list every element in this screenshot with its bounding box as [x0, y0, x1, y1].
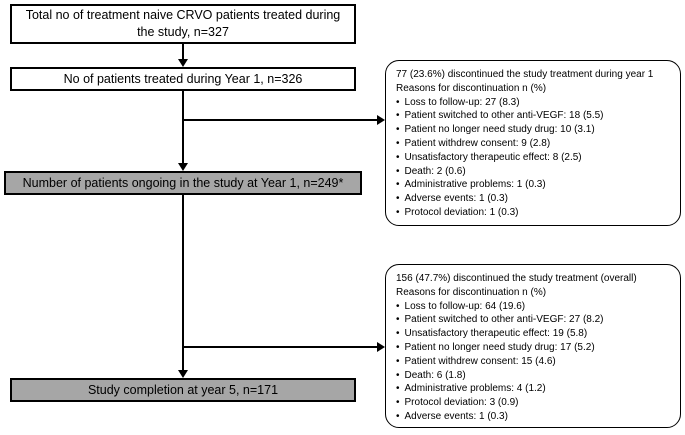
discontinuation-box-overall	[385, 264, 681, 428]
reason-item: • Loss to follow-up: 27 (8.3)	[396, 96, 671, 110]
reason-item: • Patient switched to other anti-VEGF: 27 (8.2)	[396, 313, 671, 327]
arrow-down-icon-2	[178, 163, 188, 171]
reason-item: • Patient no longer need study drug: 17 (5.2)	[396, 341, 671, 355]
arrow-down-icon-3	[178, 370, 188, 378]
flow-box-treated-year1: No of patients treated during Year 1, n=326	[10, 67, 356, 91]
connector-line-1	[182, 44, 184, 60]
branch-line-overall-discontinued	[183, 346, 377, 348]
arrow-right-icon-1	[377, 115, 385, 125]
reason-item: • Adverse events: 1 (0.3)	[396, 192, 671, 206]
reason-item: • Patient no longer need study drug: 10 (3.1)	[396, 123, 671, 137]
connector-line-3	[182, 195, 184, 371]
flow-box-study-completion: Study completion at year 5, n=171	[10, 378, 356, 402]
reason-item: • Adverse events: 1 (0.3)	[396, 410, 671, 424]
reason-item: • Administrative problems: 1 (0.3)	[396, 178, 671, 192]
flow-box-ongoing-year1: Number of patients ongoing in the study at Year 1, n=249*	[4, 171, 362, 195]
arrow-right-icon-2	[377, 342, 385, 352]
reason-item: • Administrative problems: 4 (1.2)	[396, 382, 671, 396]
reason-item: • Death: 2 (0.6)	[396, 165, 671, 179]
discontinuation-title: 156 (47.7%) discontinued the study treatment (overall)	[396, 273, 637, 284]
arrow-down-icon-1	[178, 59, 188, 67]
reason-item: • Patient withdrew consent: 9 (2.8)	[396, 137, 671, 151]
branch-line-year1-discontinued	[183, 119, 377, 121]
reason-item: • Protocol deviation: 3 (0.9)	[396, 396, 671, 410]
reason-item: • Protocol deviation: 1 (0.3)	[396, 206, 671, 220]
discontinuation-title: 77 (23.6%) discontinued the study treatment during year 1	[396, 69, 654, 80]
connector-line-2	[182, 91, 184, 164]
discontinuation-subtitle: Reasons for discontinuation n (%)	[396, 286, 547, 298]
discontinuation-subtitle: Reasons for discontinuation n (%)	[396, 82, 547, 94]
reason-item: • Patient switched to other anti-VEGF: 18 (5.5)	[396, 109, 671, 123]
flow-box-total-patients: Total no of treatment naive CRVO patients treated during the study, n=327	[10, 4, 356, 44]
discontinuation-box-year1	[385, 60, 681, 226]
reason-item: • Unsatisfactory therapeutic effect: 19 (5.8)	[396, 327, 671, 341]
reason-item: • Loss to follow-up: 64 (19.6)	[396, 300, 671, 314]
reason-item: • Patient withdrew consent: 15 (4.6)	[396, 355, 671, 369]
reason-item: • Death: 6 (1.8)	[396, 369, 671, 383]
reason-item: • Unsatisfactory therapeutic effect: 8 (2.5)	[396, 151, 671, 165]
